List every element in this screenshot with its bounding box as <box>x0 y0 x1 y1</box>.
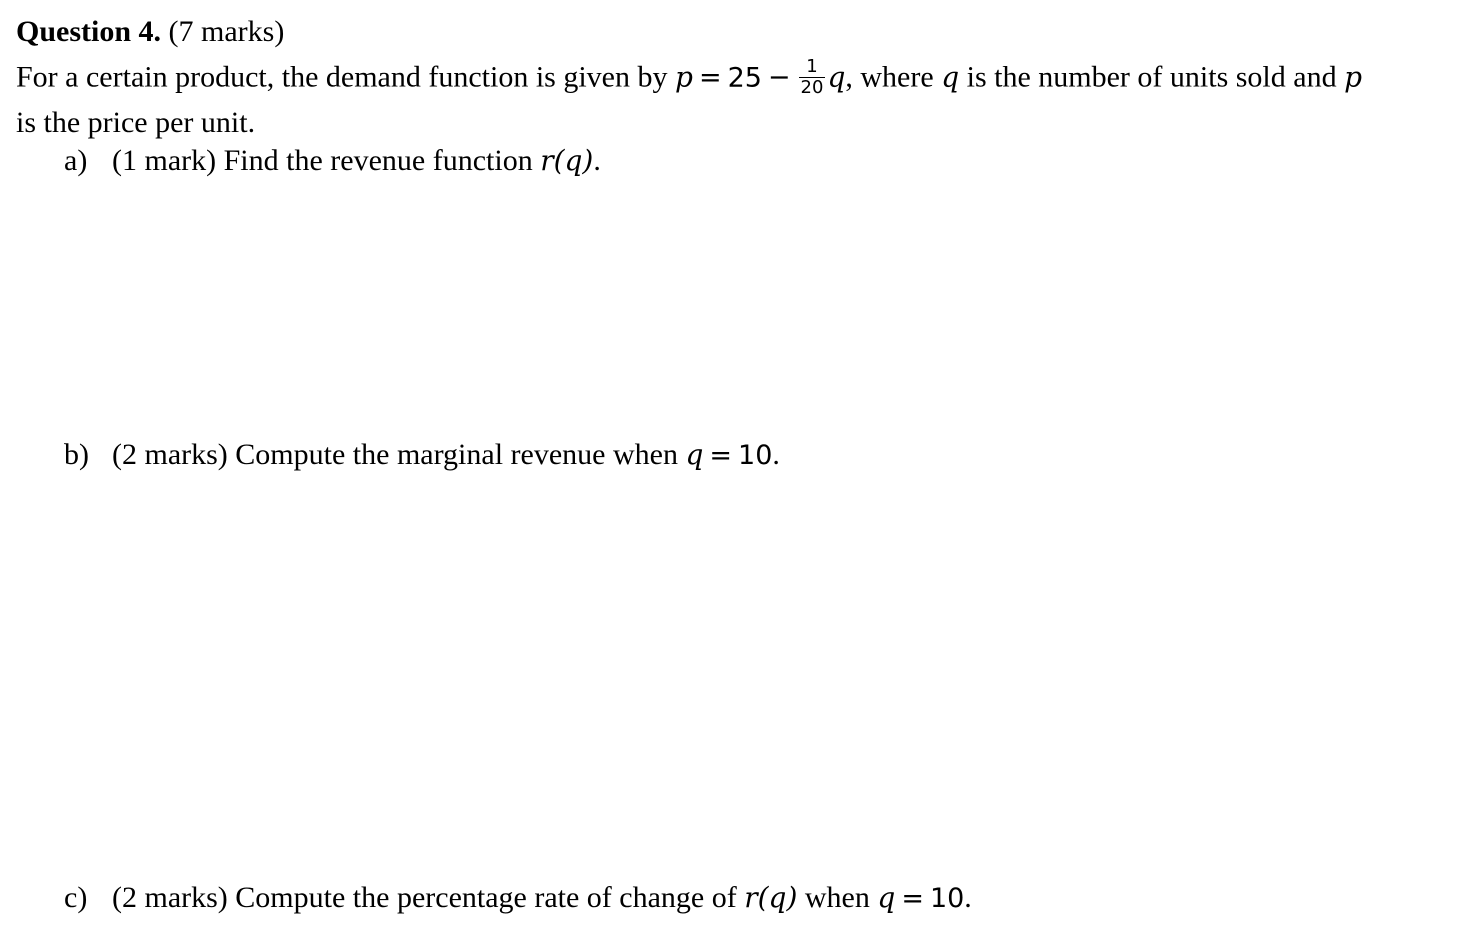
part-b-letter: b) <box>64 438 89 471</box>
part-a <box>64 143 601 179</box>
math-equals: = <box>698 62 722 94</box>
part-b-var: q <box>685 438 704 471</box>
part-a-math: r(q) <box>540 144 594 177</box>
fraction-numerator: 1 <box>799 57 826 78</box>
question-marks: (7 marks) <box>168 15 285 48</box>
part-c-letter: c) <box>64 881 88 914</box>
math-constant: 25 <box>727 62 762 94</box>
part-a-text: (1 mark) Find the revenue function <box>112 144 533 177</box>
part-c-var: q <box>877 881 896 914</box>
question-intro-line-2 <box>16 105 255 141</box>
part-c-text-2: when <box>804 881 870 914</box>
question-intro-line-1 <box>16 56 1363 100</box>
part-c-end: . <box>964 881 972 914</box>
intro-text-before: For a certain product, the demand function is given by <box>16 60 668 94</box>
math-minus: − <box>767 62 791 94</box>
part-b-end: . <box>772 438 780 471</box>
part-a-end: . <box>593 144 601 177</box>
math-var-p: p <box>675 60 693 94</box>
intro-comma-where: , where <box>845 60 934 94</box>
part-c-value: 10 <box>929 883 965 914</box>
part-a-letter: a) <box>64 144 88 177</box>
part-c-math: r(q) <box>744 881 798 914</box>
question-label: Question 4. <box>16 15 162 48</box>
math-fraction <box>799 57 826 98</box>
part-b-equals: = <box>709 440 733 471</box>
math-var-p-2: p <box>1344 60 1363 94</box>
part-c <box>64 880 972 917</box>
intro-text-mid: is the number of units sold and <box>966 60 1337 94</box>
intro-text-line-2: is the price per unit. <box>16 106 256 139</box>
part-c-equals: = <box>901 883 924 914</box>
part-b-text: (2 marks) Compute the marginal revenue when <box>112 438 678 471</box>
question-heading <box>16 14 284 50</box>
part-b-value: 10 <box>738 440 773 471</box>
fraction-denominator: 20 <box>800 77 824 98</box>
math-var-q-2: q <box>941 60 960 94</box>
part-b <box>64 437 780 474</box>
math-var-q: q <box>827 60 846 94</box>
part-c-text: (2 marks) Compute the percentage rate of change of <box>112 881 737 914</box>
